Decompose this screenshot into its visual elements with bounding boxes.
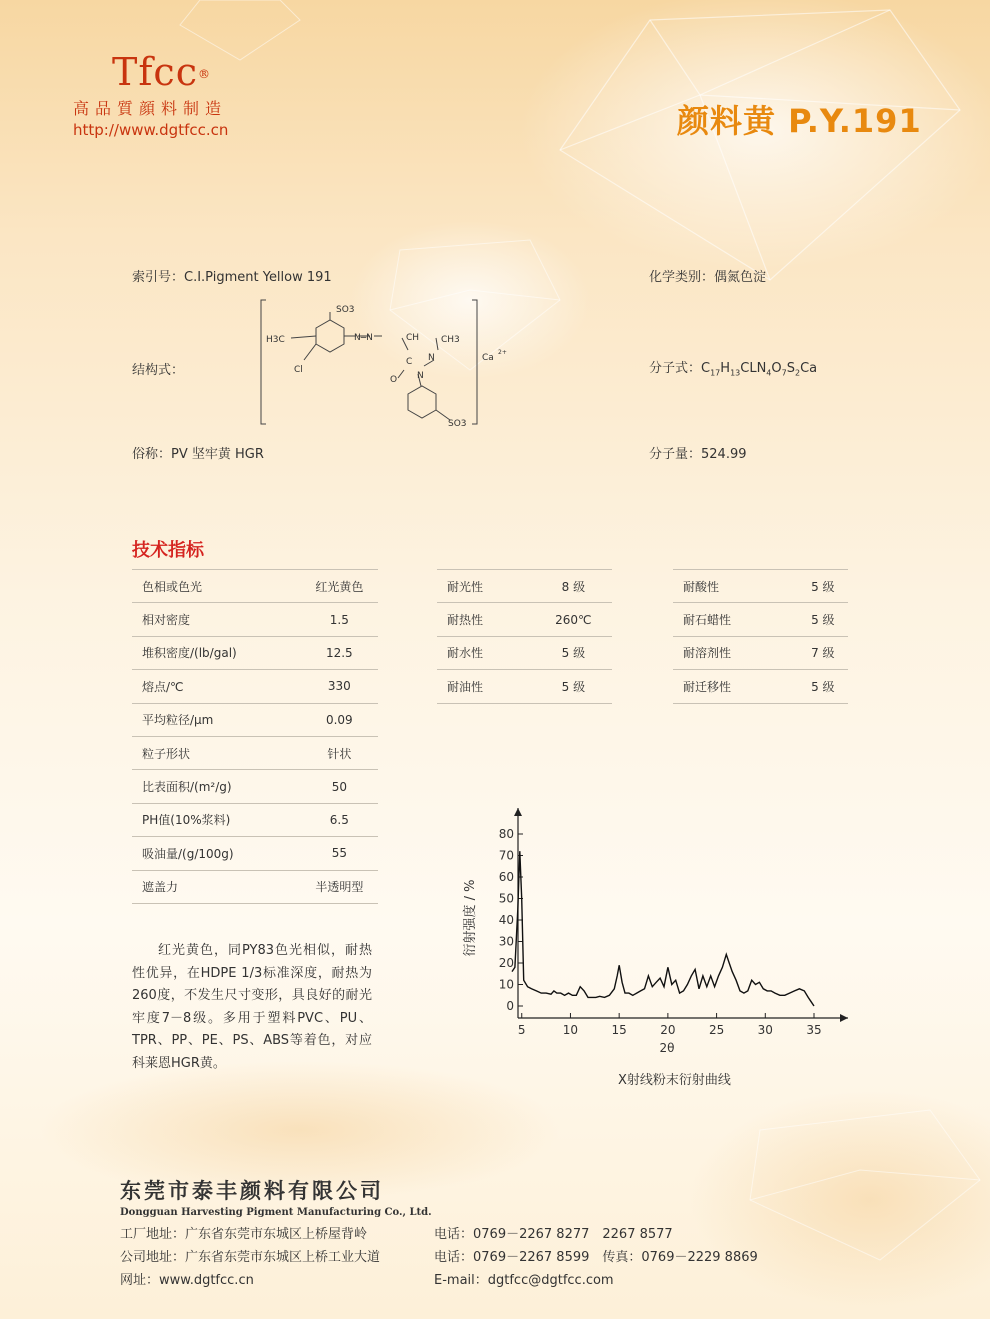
n1-label: N	[428, 353, 435, 363]
c-label: C	[406, 357, 413, 367]
charge-label: 2+	[498, 349, 507, 356]
x-tick-label: 15	[611, 1023, 627, 1037]
chart-x-label: 2θ	[659, 1041, 675, 1055]
n2-label: N	[417, 371, 424, 381]
table-row: 平均粒径/μm 0.09	[132, 703, 378, 736]
brand-url[interactable]: http://www.dgtfcc.cn	[73, 121, 229, 139]
xrd-chart	[458, 798, 858, 1098]
spec-table-fastness	[437, 569, 612, 704]
brand-slogan: 高品質顔料制造	[73, 99, 228, 118]
y-tick-label: 40	[498, 913, 514, 927]
h3c-label: H3C	[266, 335, 285, 345]
chart-y-label: 衍射强度 / %	[463, 879, 478, 957]
table-row: 耐溶剂性 7 级	[673, 636, 848, 669]
x-tick-label: 35	[806, 1023, 822, 1037]
y-tick-label: 20	[498, 956, 514, 970]
so3-bottom-label: SO3	[448, 419, 467, 429]
table-row: 耐光性 8 级	[437, 570, 612, 603]
website[interactable]: 网址：www.dgtfcc.cn	[120, 1273, 254, 1288]
brand-name: Tfcc®	[112, 50, 211, 94]
molecular-formula: 分子式：$C_{17}H_{13}CLN_4O_7S_2Ca$	[649, 361, 818, 378]
xrd-chart-svg	[458, 798, 858, 1068]
y-tick-label: 50	[498, 891, 514, 906]
product-description: 红光黄色，同PY83色光相似，耐热性优异，在HDPE 1/3标准深度，耐热为260度，不发生尺寸变形，具良好的耐光牢度7－8级。多用于塑料PVC、PU、TPR、PP、PE、PS、ABS等着色，对应科莱恩HGR黄。	[132, 943, 372, 1071]
azo-label: N═N	[354, 333, 373, 343]
x-axis-arrow	[840, 1014, 848, 1022]
email[interactable]: E-mail：dgtfcc@dgtfcc.com	[434, 1273, 614, 1288]
table-row: 粒子形状 针状	[132, 736, 378, 769]
y-tick-label: 30	[498, 934, 514, 949]
company-name-en: Dongguan Harvesting Pigment Manufacturing Co., Ltd.	[120, 1207, 432, 1218]
chart-title: X射线粉末衍射曲线	[618, 1073, 731, 1088]
y-tick-label: 70	[498, 848, 514, 863]
o-label: O	[390, 375, 398, 385]
table-row: PH值(10%浆料) 6.5	[132, 803, 378, 836]
chemical-class: 化学类别：偶氮色淀	[649, 270, 767, 285]
table-row: 堆积密度/(lb/gal) 12.5	[132, 636, 378, 669]
product-title: 颜料黄 P.Y.191	[677, 102, 922, 140]
y-tick-label: 60	[498, 870, 514, 884]
counter-ion-label: Ca	[482, 353, 494, 363]
table-row: 遮盖力 半透明型	[132, 870, 378, 903]
series-line	[512, 851, 814, 1006]
table-row: 耐酸性 5 级	[673, 570, 848, 603]
structure-label: 结构式：	[132, 363, 185, 378]
structural-formula	[258, 298, 520, 430]
table-row: 吸油量/(g/100g) 55	[132, 837, 378, 870]
x-tick-label: 20	[660, 1023, 676, 1037]
spec-table-general	[132, 569, 378, 904]
molecular-weight: 分子量：524.99	[649, 447, 747, 462]
table-row: 耐水性 5 级	[437, 636, 612, 669]
y-axis-arrow	[514, 808, 522, 816]
common-name: 俗称：PV 坚牢黄 HGR	[132, 447, 264, 462]
table-row: 耐油性 5 级	[437, 670, 612, 703]
table-row: 熔点/℃ 330	[132, 670, 378, 703]
ch-label: CH	[406, 333, 420, 343]
cl-label: Cl	[294, 365, 303, 375]
phone-1: 电话：0769－2267 8277 2267 8577	[434, 1227, 673, 1242]
x-tick-label: 25	[708, 1023, 725, 1037]
table-row: 耐热性 260℃	[437, 603, 612, 636]
y-tick-label: 0	[506, 999, 514, 1013]
ch3-label: CH3	[441, 335, 460, 345]
x-tick-label: 5	[517, 1023, 526, 1037]
factory-address: 工厂地址：广东省东莞市东城区上桥屋背岭	[120, 1227, 368, 1242]
x-tick-label: 30	[757, 1023, 773, 1037]
company-name-cn: 东莞市泰丰颜料有限公司	[120, 1178, 384, 1203]
spec-table-resistance	[673, 569, 848, 704]
x-tick-label: 10	[562, 1023, 579, 1037]
table-row: 比表面积/(m²/g) 50	[132, 770, 378, 803]
table-row: 耐迁移性 5 级	[673, 670, 848, 703]
section-title: 技术指标	[132, 540, 204, 561]
so3-top-label: SO3	[336, 305, 355, 315]
index-number: 索引号：C.I.Pigment Yellow 191	[132, 270, 332, 285]
company-logo	[73, 50, 268, 140]
y-tick-label: 80	[498, 827, 514, 841]
table-row: 耐石蜡性 5 级	[673, 603, 848, 636]
company-name-block	[120, 1175, 432, 1218]
y-tick-label: 10	[498, 977, 514, 992]
office-address: 公司地址：广东省东莞市东城区上桥工业大道	[120, 1250, 381, 1265]
table-row: 色相或色光 红光黄色	[132, 570, 378, 603]
phone-2: 电话：0769－2267 8599 传真：0769－2229 8869	[434, 1250, 758, 1265]
table-row: 相对密度 1.5	[132, 603, 378, 636]
